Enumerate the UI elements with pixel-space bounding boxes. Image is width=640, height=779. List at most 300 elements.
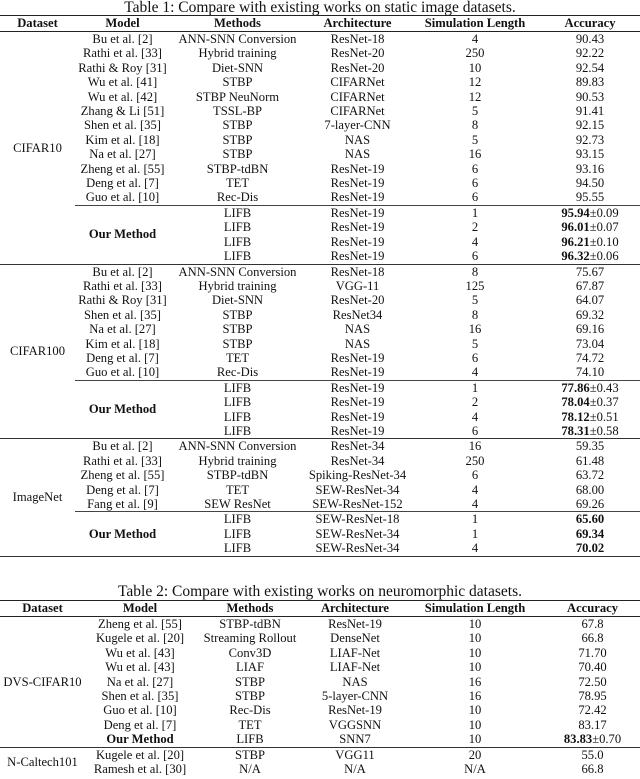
model-cell: Shen et al. [35]: [101, 689, 179, 704]
accuracy-cell: 83.17: [578, 717, 607, 732]
architecture-cell: ResNet-19: [330, 365, 385, 380]
model-cell: Zheng et al. [55]: [80, 161, 165, 176]
architecture-cell: SEW-ResNet-152: [312, 497, 403, 511]
simulation-length-cell: 10: [468, 60, 482, 75]
simulation-length-cell: 5: [471, 293, 479, 308]
method-cell: STBP-tdBN: [219, 617, 281, 631]
architecture-cell: NAS: [342, 674, 368, 689]
table-row: [0, 32, 640, 47]
table1-header-row: [0, 16, 640, 32]
method-cell: TET: [225, 350, 250, 365]
accuracy-cell: 93.15: [575, 147, 605, 162]
architecture-cell: ResNet34: [332, 307, 383, 322]
method-cell: LIFB: [236, 732, 264, 747]
table-row: [0, 104, 640, 118]
simulation-length-cell: 6: [471, 423, 479, 438]
header-accuracy: Accuracy: [566, 601, 619, 615]
architecture-cell: ResNet-19: [330, 190, 385, 205]
accuracy-value: 65.60: [575, 512, 605, 527]
accuracy-value: 78.04: [561, 395, 590, 410]
method-cell: LIFB: [170, 205, 305, 220]
simulation-length-cell: 10: [468, 645, 482, 660]
architecture-cell: ResNet-19: [328, 703, 382, 718]
dataset-label: ImageNet: [12, 490, 63, 505]
simulation-length-cell: 12: [468, 75, 482, 90]
our-method-row: [0, 205, 640, 220]
accuracy-cell: 71.70: [578, 645, 607, 660]
model-cell: Kim et al. [18]: [85, 336, 160, 351]
table2: [0, 600, 640, 776]
method-cell: N/A: [239, 762, 261, 777]
accuracy-value: 70.02: [575, 541, 605, 556]
method-cell: STBP: [222, 336, 253, 351]
model-cell: Na et al. [27]: [89, 322, 156, 337]
accuracy-cell: 64.07: [575, 293, 605, 308]
model-cell: Guo et al. [10]: [103, 703, 177, 718]
architecture-cell: ResNet-20: [330, 293, 385, 308]
method-cell: Streaming Rollout: [203, 631, 297, 646]
our-method-label: Our Method: [75, 380, 170, 439]
table-row: [0, 322, 640, 336]
accuracy-cell: [540, 541, 640, 556]
simulation-length-cell: 4: [471, 541, 479, 556]
simulation-length-cell: N/A: [464, 762, 486, 777]
model-cell: Shen et al. [35]: [84, 118, 161, 133]
method-cell: LIFB: [223, 409, 252, 424]
model-cell: Kugele et al. [20]: [95, 631, 185, 646]
accuracy-cell: [540, 410, 640, 424]
table-row: [0, 646, 640, 660]
architecture-cell: ResNet-20: [330, 46, 385, 61]
header-methods: Methods: [214, 16, 261, 30]
table-row: [0, 61, 640, 75]
header-architecture: Architecture: [320, 601, 390, 615]
architecture-cell: ResNet-20: [330, 60, 385, 75]
method-cell: ANN-SNN Conversion: [178, 32, 297, 46]
architecture-cell: CIFARNet: [330, 104, 385, 119]
accuracy-cell: 67.87: [575, 278, 605, 293]
architecture-cell: ResNet-19: [330, 395, 385, 410]
accuracy-std: ±0.58: [589, 423, 619, 438]
accuracy-cell: [540, 235, 640, 249]
table-row: [0, 46, 640, 60]
model-cell: Zheng et al. [55]: [98, 617, 182, 631]
accuracy-cell: 66.8: [581, 762, 604, 777]
simulation-length-cell: 6: [471, 468, 479, 483]
method-cell: LIFB: [223, 249, 252, 264]
model-cell: Deng et al. [7]: [86, 482, 159, 497]
table-row: [0, 264, 640, 279]
header-simulation-length: Simulation Length: [424, 16, 526, 30]
table-row: [0, 718, 640, 732]
table-row: [0, 762, 640, 776]
method-cell: STBP NeuNorm: [195, 89, 280, 104]
simulation-length-cell: 16: [468, 147, 482, 162]
model-cell: Bu et al. [2]: [92, 439, 153, 454]
dataset-label: N-Caltech101: [7, 754, 78, 769]
simulation-length-cell: 6: [471, 161, 479, 176]
accuracy-std: ±0.51: [589, 409, 619, 424]
table-row: [0, 703, 640, 717]
architecture-cell: NAS: [344, 336, 371, 351]
header-accuracy: Accuracy: [564, 16, 616, 30]
accuracy-value: 96.21: [561, 234, 590, 249]
table-row: [0, 176, 640, 190]
architecture-cell: CIFARNet: [330, 89, 385, 104]
table-row: [0, 293, 640, 307]
simulation-length-cell: 10: [468, 732, 482, 747]
group-dvs-cifar10: [0, 617, 640, 748]
method-cell: LIFB: [223, 234, 252, 249]
model-cell: Rathi & Roy [31]: [78, 293, 167, 308]
table-row: [0, 483, 640, 497]
accuracy-std: ±0.09: [589, 205, 619, 220]
accuracy-cell: 68.00: [575, 482, 605, 497]
our-method-label: Our Method: [75, 205, 170, 264]
accuracy-cell: 59.35: [575, 439, 605, 454]
header-methods: Methods: [226, 601, 274, 615]
accuracy-value: 83.83: [563, 732, 593, 747]
accuracy-cell: 74.72: [575, 350, 605, 365]
simulation-length-cell: 250: [465, 46, 485, 61]
table-row: [0, 133, 640, 147]
method-cell: Diet-SNN: [211, 293, 264, 308]
method-cell: LIFB: [170, 512, 305, 527]
table-row: [0, 454, 640, 468]
architecture-cell: ResNet-19: [330, 423, 385, 438]
architecture-cell: CIFARNet: [330, 75, 385, 90]
simulation-length-cell: 20: [468, 747, 482, 762]
group-imagenet: [0, 439, 640, 556]
simulation-length-cell: 1: [410, 512, 540, 527]
accuracy-std: ±0.06: [589, 249, 619, 264]
accuracy-cell: 95.55: [575, 190, 605, 205]
accuracy-cell: 92.15: [575, 118, 605, 133]
method-cell: STBP: [222, 118, 253, 133]
table2-caption: Table 2: Compare with existing works on neuromorphic datasets.: [118, 583, 522, 600]
header-model: Model: [105, 16, 140, 30]
method-cell: STBP-tdBN: [206, 161, 269, 176]
method-cell: STBP: [222, 147, 253, 162]
architecture-cell: ResNet-18: [330, 264, 385, 279]
method-cell: STBP: [222, 307, 253, 322]
model-cell: Guo et al. [10]: [85, 190, 160, 205]
accuracy-value: 78.12: [561, 409, 590, 424]
accuracy-cell: 66.8: [581, 631, 604, 646]
model-cell: Wu et al. [41]: [87, 75, 158, 90]
model-cell: Deng et al. [7]: [103, 717, 177, 732]
model-cell: Wu et al. [42]: [87, 89, 158, 104]
accuracy-cell: 93.16: [575, 161, 605, 176]
method-cell: TET: [225, 176, 250, 191]
simulation-length-cell: 10: [468, 717, 482, 732]
accuracy-value: 77.86: [561, 380, 590, 395]
method-cell: STBP: [222, 322, 253, 337]
method-cell: Conv3D: [228, 645, 272, 660]
accuracy-value: 96.01: [561, 220, 590, 235]
architecture-cell: SEW-ResNet-34: [315, 526, 400, 541]
our-method-label: Our Method: [75, 512, 170, 556]
architecture-cell: ResNet-19: [330, 220, 385, 235]
architecture-cell: NAS: [344, 132, 371, 147]
accuracy-cell: [540, 220, 640, 234]
architecture-cell: DenseNet: [330, 631, 380, 646]
architecture-cell: SEW-ResNet-34: [315, 482, 400, 497]
accuracy-cell: 61.48: [575, 453, 605, 468]
simulation-length-cell: 12: [468, 89, 482, 104]
simulation-length-cell: 6: [471, 190, 479, 205]
accuracy-cell: 70.40: [578, 660, 607, 675]
accuracy-cell: [540, 249, 640, 264]
table-row: [0, 190, 640, 205]
dataset-label: CIFAR100: [9, 344, 66, 359]
header-simulation-length: Simulation Length: [424, 601, 526, 615]
our-method-row: [0, 380, 640, 395]
table1-caption: Table 1: Compare with existing works on static image datasets.: [124, 0, 516, 16]
simulation-length-cell: 6: [471, 350, 479, 365]
method-cell: ANN-SNN Conversion: [178, 264, 297, 279]
model-cell: Bu et al. [2]: [92, 32, 153, 46]
method-cell: Diet-SNN: [211, 60, 264, 75]
table-row: [0, 689, 640, 703]
accuracy-std: ±0.43: [589, 380, 619, 395]
accuracy-value: 95.94: [561, 205, 590, 220]
simulation-length-cell: 125: [465, 278, 485, 293]
architecture-cell: VGG11: [335, 747, 375, 762]
simulation-length-cell: 4: [471, 482, 479, 497]
group-cifar100: [0, 264, 640, 439]
header-dataset: Dataset: [22, 601, 63, 615]
accuracy-cell: [545, 732, 640, 747]
table-row: [0, 468, 640, 482]
accuracy-cell: 78.95: [578, 689, 607, 704]
architecture-cell: 7-layer-CNN: [324, 118, 391, 133]
table-row: [0, 497, 640, 512]
architecture-cell: ResNet-34: [330, 439, 385, 454]
model-cell: Rathi & Roy [31]: [78, 60, 167, 75]
accuracy-cell: 72.42: [578, 703, 607, 718]
simulation-length-cell: 1: [471, 526, 479, 541]
simulation-length-cell: 4: [471, 497, 479, 511]
accuracy-cell: 74.10: [575, 365, 605, 380]
method-cell: STBP: [222, 75, 253, 90]
table2-header-row: [0, 601, 640, 617]
table-row: [0, 162, 640, 176]
method-cell: STBP: [234, 689, 266, 704]
architecture-cell: ResNet-19: [330, 409, 385, 424]
table-row: [0, 351, 640, 365]
simulation-length-cell: 16: [468, 322, 482, 337]
model-cell: Bu et al. [2]: [92, 264, 153, 279]
simulation-length-cell: 8: [471, 264, 479, 279]
method-cell: LIFB: [223, 395, 252, 410]
architecture-cell: NAS: [344, 322, 371, 337]
method-cell: LIAF: [236, 660, 264, 675]
method-cell: LIFB: [170, 380, 305, 395]
simulation-length-cell: 16: [468, 689, 482, 704]
table-row: [0, 675, 640, 689]
table-row: [0, 308, 640, 322]
architecture-cell: ResNet-18: [330, 32, 385, 46]
simulation-length-cell: 2: [471, 220, 479, 235]
architecture-cell: VGGSNN: [328, 717, 382, 732]
method-cell: LIFB: [223, 423, 252, 438]
method-cell: STBP: [222, 132, 253, 147]
accuracy-std: ±0.10: [589, 234, 619, 249]
group-cifar10: [0, 32, 640, 265]
method-cell: Hybrid training: [198, 278, 277, 293]
accuracy-cell: 90.43: [575, 32, 605, 46]
architecture-cell: SEW-ResNet-34: [315, 541, 400, 556]
method-cell: Rec-Dis: [216, 365, 259, 380]
simulation-length-cell: 1: [410, 380, 540, 395]
method-cell: Rec-Dis: [229, 703, 271, 718]
our-method-row: [0, 732, 640, 747]
accuracy-value: 78.31: [561, 423, 590, 438]
model-cell: Rathi et al. [33]: [82, 46, 163, 61]
table-row: [0, 279, 640, 293]
table-row: [0, 365, 640, 380]
model-cell: Deng et al. [7]: [86, 350, 159, 365]
accuracy-cell: 69.32: [575, 307, 605, 322]
model-cell: Shen et al. [35]: [84, 307, 161, 322]
simulation-length-cell: 5: [471, 104, 479, 119]
simulation-length-cell: 4: [471, 234, 479, 249]
model-cell: Rathi et al. [33]: [82, 278, 163, 293]
accuracy-cell: 91.41: [575, 104, 605, 119]
model-cell: Na et al. [27]: [89, 147, 156, 162]
architecture-cell: ResNet-19: [330, 161, 385, 176]
model-cell: Wu et al. [43]: [105, 645, 175, 660]
header-model: Model: [122, 601, 158, 615]
simulation-length-cell: 4: [471, 32, 479, 46]
method-cell: STBP-tdBN: [206, 468, 269, 483]
accuracy-cell: 92.73: [575, 132, 605, 147]
table-row: [0, 439, 640, 454]
accuracy-cell: [540, 527, 640, 541]
accuracy-cell: 55.0: [581, 747, 604, 762]
simulation-length-cell: 8: [471, 118, 479, 133]
model-cell: Zhang & Li [51]: [80, 104, 165, 119]
accuracy-std: ±0.70: [592, 732, 622, 747]
table-row: [0, 617, 640, 632]
architecture-cell: ResNet-19: [330, 249, 385, 264]
simulation-length-cell: 4: [471, 365, 479, 380]
model-cell: Kugele et al. [20]: [95, 747, 185, 762]
accuracy-cell: 92.54: [575, 60, 605, 75]
architecture-cell: ResNet-19: [305, 380, 410, 395]
accuracy-cell: 75.67: [575, 264, 605, 279]
model-cell: Rathi et al. [33]: [82, 453, 163, 468]
table1: [0, 15, 640, 557]
our-method-row: [0, 512, 640, 527]
method-cell: SEW ResNet: [204, 497, 271, 511]
architecture-cell: NAS: [344, 147, 371, 162]
dataset-label: CIFAR10: [13, 140, 62, 155]
architecture-cell: SEW-ResNet-18: [305, 512, 410, 527]
architecture-cell: 5-layer-CNN: [321, 689, 389, 704]
simulation-length-cell: 2: [471, 395, 479, 410]
model-cell: Kim et al. [18]: [85, 132, 160, 147]
accuracy-cell: 73.04: [575, 336, 605, 351]
method-cell: STBP: [234, 674, 266, 689]
simulation-length-cell: 10: [468, 631, 482, 646]
table-row: [0, 660, 640, 674]
method-cell: ANN-SNN Conversion: [178, 439, 297, 454]
simulation-length-cell: 16: [468, 439, 482, 454]
accuracy-cell: 90.53: [575, 89, 605, 104]
method-cell: TET: [238, 717, 262, 732]
model-cell: Zheng et al. [55]: [80, 468, 165, 483]
model-cell: Na et al. [27]: [106, 674, 174, 689]
accuracy-value: 69.34: [575, 526, 605, 541]
group-n-caltech101: [0, 747, 640, 776]
method-cell: Hybrid training: [198, 453, 277, 468]
accuracy-cell: 92.22: [575, 46, 605, 61]
simulation-length-cell: 8: [471, 307, 479, 322]
our-method-label: Our Method: [106, 732, 174, 747]
simulation-length-cell: 5: [471, 336, 479, 351]
method-cell: LIFB: [223, 541, 252, 556]
method-cell: Rec-Dis: [216, 190, 259, 205]
table-row: [0, 747, 640, 762]
accuracy-cell: 67.8: [581, 617, 604, 631]
architecture-cell: VGG-11: [335, 278, 380, 293]
accuracy-cell: 89.83: [575, 75, 605, 90]
accuracy-cell: [540, 395, 640, 409]
simulation-length-cell: 16: [468, 674, 482, 689]
simulation-length-cell: 10: [468, 703, 482, 718]
accuracy-value: 96.32: [561, 249, 590, 264]
simulation-length-cell: 6: [471, 176, 479, 191]
method-cell: LIFB: [223, 526, 252, 541]
model-cell: Guo et al. [10]: [85, 365, 160, 380]
table-row: [0, 631, 640, 645]
architecture-cell: ResNet-19: [330, 176, 385, 191]
method-cell: TET: [225, 482, 250, 497]
architecture-cell: LIAF-Net: [329, 660, 381, 675]
header-dataset: Dataset: [17, 16, 58, 30]
table-row: [0, 75, 640, 89]
simulation-length-cell: 5: [471, 132, 479, 147]
method-cell: TSSL-BP: [213, 104, 262, 119]
architecture-cell: ResNet-19: [328, 617, 382, 631]
accuracy-std: ±0.37: [589, 395, 619, 410]
architecture-cell: ResNet-34: [330, 453, 385, 468]
simulation-length-cell: 10: [468, 660, 482, 675]
architecture-cell: N/A: [344, 762, 366, 777]
accuracy-cell: 69.26: [575, 497, 605, 511]
architecture-cell: SNN7: [339, 732, 371, 747]
accuracy-cell: 94.50: [575, 176, 605, 191]
accuracy-cell: [540, 205, 640, 220]
architecture-cell: ResNet-19: [305, 205, 410, 220]
model-cell: Fang et al. [9]: [87, 497, 158, 511]
accuracy-cell: 63.72: [575, 468, 605, 483]
header-architecture: Architecture: [323, 16, 392, 30]
architecture-cell: Spiking-ResNet-34: [308, 468, 407, 483]
accuracy-cell: [540, 424, 640, 439]
accuracy-cell: [540, 512, 640, 527]
table-row: [0, 118, 640, 132]
accuracy-cell: 72.50: [578, 674, 607, 689]
table-row: [0, 90, 640, 104]
simulation-length-cell: 1: [410, 205, 540, 220]
simulation-length-cell: 6: [471, 249, 479, 264]
simulation-length-cell: 10: [468, 617, 482, 631]
architecture-cell: ResNet-19: [330, 350, 385, 365]
method-cell: Hybrid training: [198, 46, 277, 61]
